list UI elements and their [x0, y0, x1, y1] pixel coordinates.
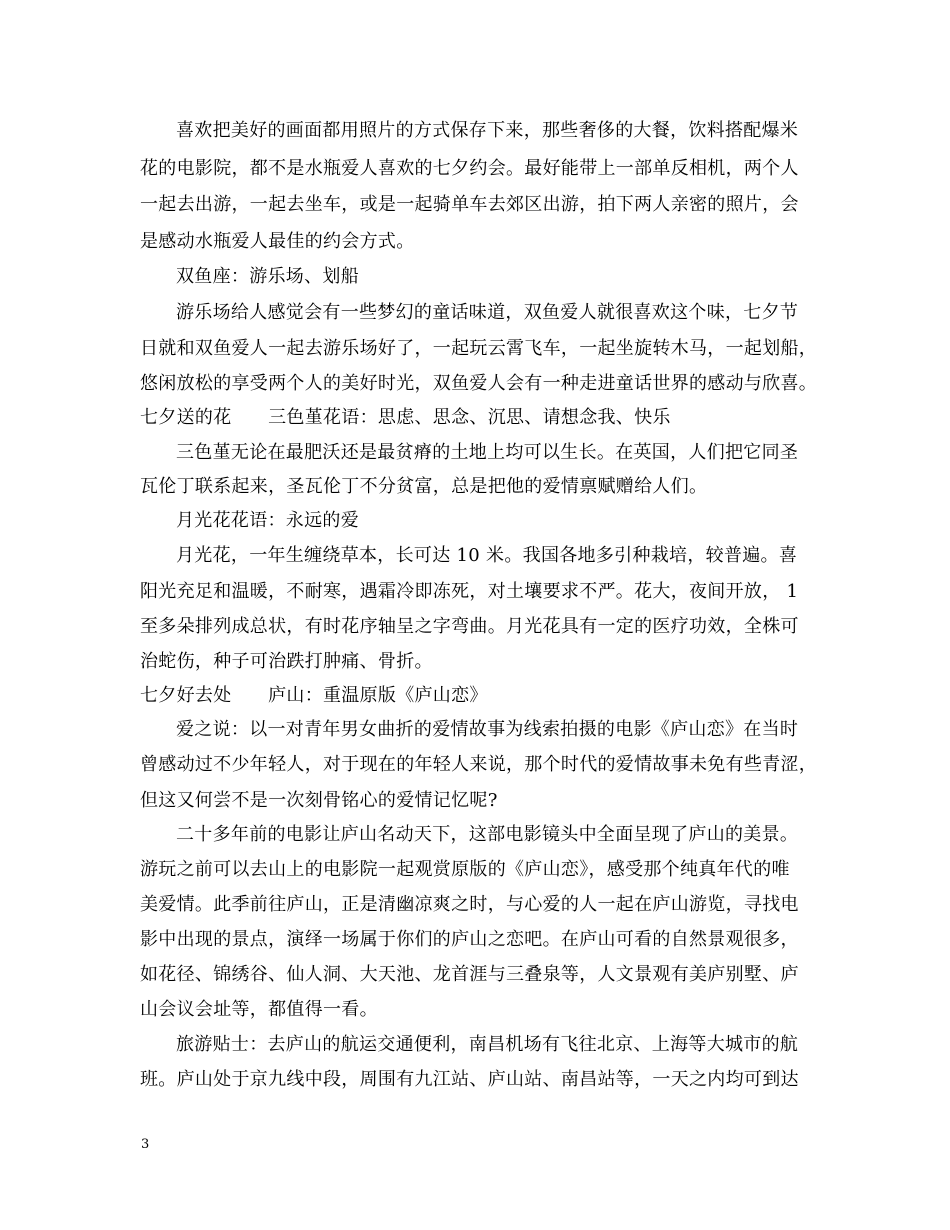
paragraph-line: 游乐场给人感觉会有一些梦幻的童话味道，双鱼爱人就很喜欢这个味，七夕节	[176, 302, 799, 323]
paragraph-line: 班。庐山处于京九线中段，周围有九江站、庐山站、南昌站等，一天之内均可到达	[140, 1069, 799, 1090]
paragraph-line: 美爱情。此季前往庐山，正是清幽凉爽之时，与心爱的人一起在庐山游览，寻找电	[140, 894, 799, 915]
paragraph-line: 影中出现的景点，演绎一场属于你们的庐山之恋吧。在庐山可看的自然景观很多，	[140, 929, 799, 950]
paragraph-line: 旅游贴士：去庐山的航运交通便利，南昌机场有飞往北京、上海等大城市的航	[176, 1034, 799, 1055]
paragraph-line: 阳光充足和温暖，不耐寒，遇霜冷即冻死，对土壤要求不严。花大，夜间开放， 1	[140, 581, 799, 602]
paragraph-line: 但这又何尝不是一次刻骨铭心的爱情记忆呢?	[140, 790, 498, 811]
section-heading: 七夕送的花 三色堇花语：思虑、思念、沉思、请想念我、快乐	[140, 407, 671, 428]
page-number: 3	[141, 1137, 150, 1152]
paragraph-line: 爱之说：以一对青年男女曲折的爱情故事为线索拍摄的电影《庐山恋》在当时	[176, 719, 799, 740]
paragraph-line: 悠闲放松的享受两个人的美好时光，双鱼爱人会有一种走进童话世界的感动与欣喜。	[140, 373, 818, 394]
paragraph-line: 月光花，一年生缠绕草本，长可达 10 米。我国各地多引种栽培，较普遍。喜	[176, 545, 798, 566]
paragraph-line: 如花径、锦绣谷、仙人洞、大天池、龙首涯与三叠泉等，人文景观有美庐别墅、庐	[140, 964, 799, 985]
paragraph-line: 至多朵排列成总状，有时花序轴呈之字弯曲。月光花具有一定的医疗功效，全株可	[140, 616, 799, 637]
paragraph-line: 曾感动过不少年轻人，对于现在的年轻人来说，那个时代的爱情故事未免有些青涩，	[140, 754, 818, 775]
section-heading: 七夕好去处 庐山：重温原版《庐山恋》	[140, 685, 488, 706]
paragraph-line: 瓦伦丁联系起来，圣瓦伦丁不分贫富，总是把他的爱情禀赋赠给人们。	[140, 476, 708, 497]
paragraph-line: 花的电影院，都不是水瓶爱人喜欢的七夕约会。最好能带上一部单反相机，两个人	[140, 158, 799, 179]
section-heading: 双鱼座：游乐场、划船	[176, 266, 359, 287]
paragraph-line: 治蛇伤，种子可治跌打肿痛、骨折。	[140, 651, 433, 672]
paragraph-line: 三色堇无论在最肥沃还是最贫瘠的土地上均可以生长。在英国，人们把它同圣	[176, 442, 799, 463]
paragraph-line: 游玩之前可以去山上的电影院一起观赏原版的《庐山恋》，感受那个纯真年代的唯	[140, 859, 790, 880]
paragraph-line: 日就和双鱼爱人一起去游乐场好了，一起玩云霄飞车，一起坐旋转木马，一起划船，	[140, 338, 818, 359]
paragraph-line: 二十多年前的电影让庐山名动天下，这部电影镜头中全面呈现了庐山的美景。	[176, 824, 799, 845]
paragraph-line: 一起去出游，一起去坐车，或是一起骑单车去郊区出游，拍下两人亲密的照片，会	[140, 194, 799, 215]
paragraph-line: 是感动水瓶爱人最佳的约会方式。	[140, 231, 415, 252]
paragraph-line: 喜欢把美好的画面都用照片的方式保存下来，那些奢侈的大餐，饮料搭配爆米	[176, 120, 799, 141]
paragraph-line: 山会议会址等，都值得一看。	[140, 999, 378, 1020]
section-heading: 月光花花语：永远的爱	[176, 510, 359, 531]
